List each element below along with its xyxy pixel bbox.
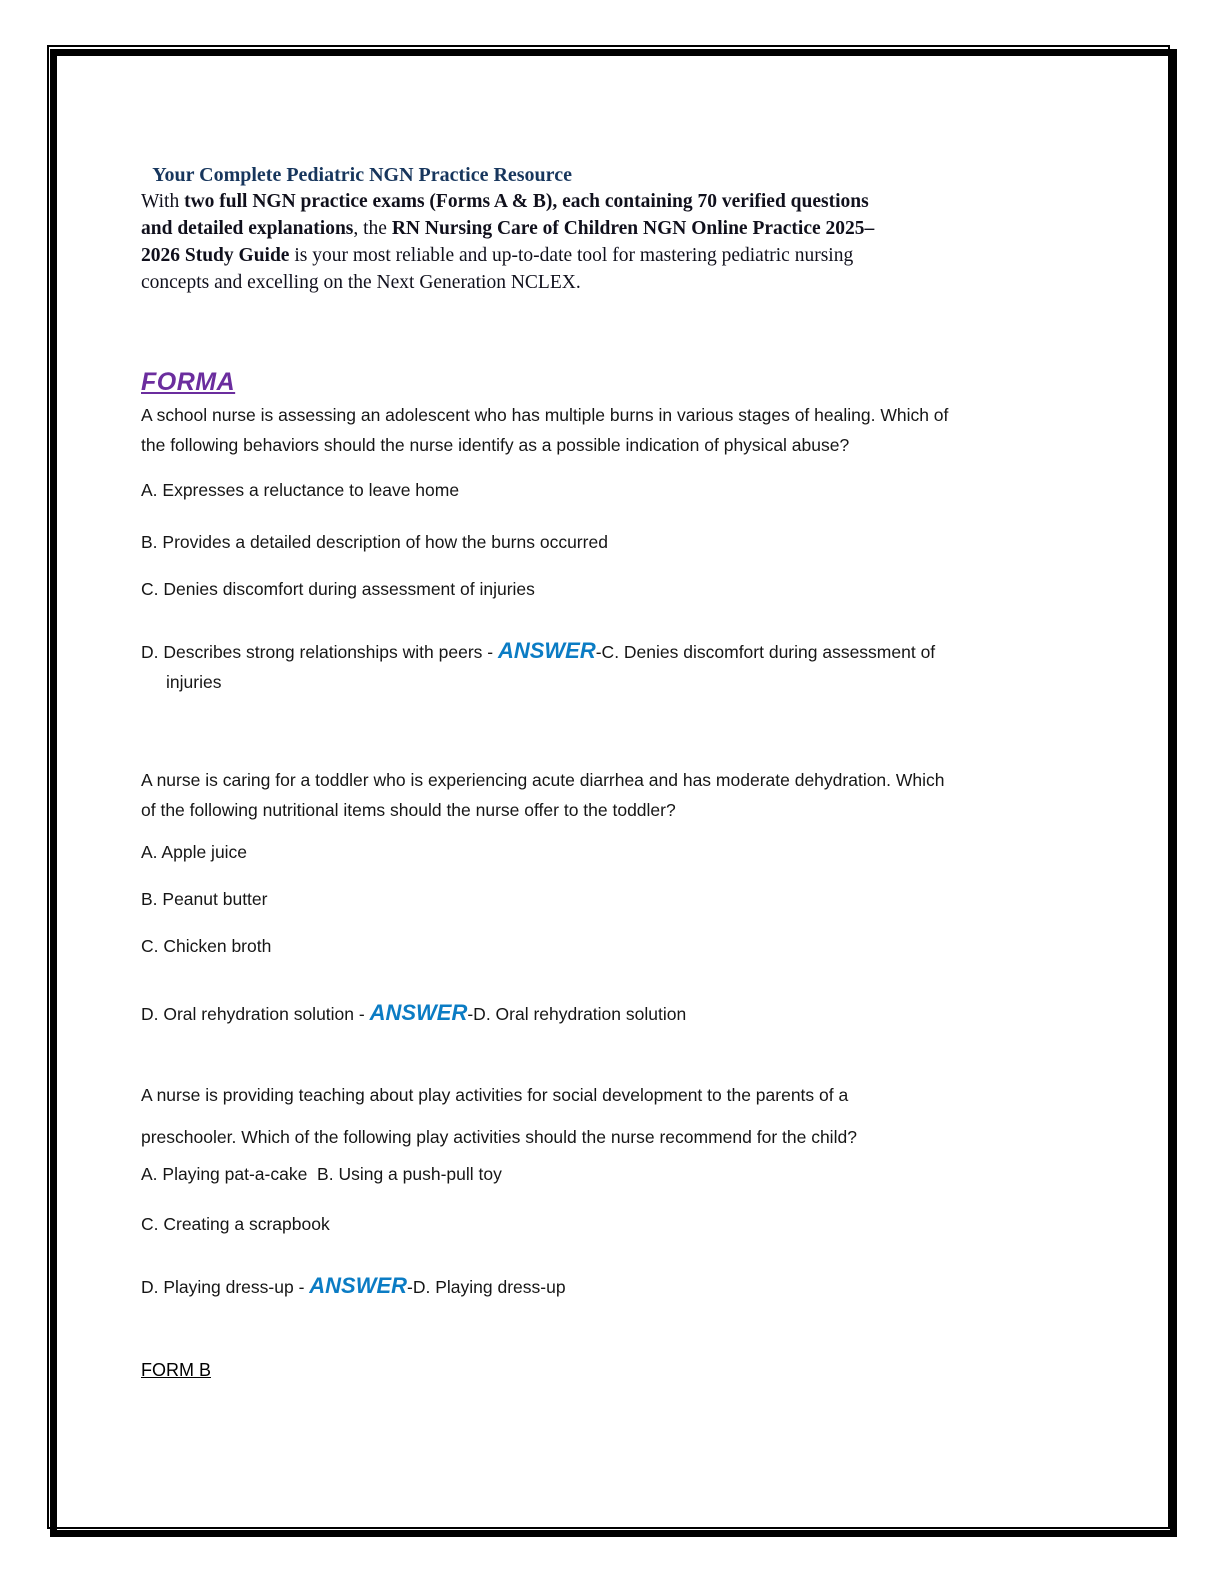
intro-run-bold: RN Nursing Care of Children NGN Online Practice 2025–	[391, 218, 875, 239]
question-2-stem-line: of the following nutritional items should the nurse offer to the toddler?	[141, 800, 676, 820]
option-d-text: D. Oral rehydration solution -	[141, 1004, 370, 1024]
question-3-stem-line: A nurse is providing teaching about play activities for social development to the parents of a	[141, 1085, 849, 1105]
intro-run: With	[141, 191, 185, 212]
question-1-option-c: C. Denies discomfort during assessment of injuries	[141, 579, 535, 599]
question-3-stem-line: preschooler. Which of the following play activities should the nurse recommend for the child?	[141, 1127, 857, 1147]
answer-key-text: -D. Playing dress-up	[407, 1277, 566, 1297]
intro-run-bold: 2026 Study Guide	[141, 245, 290, 266]
intro-line	[141, 215, 1091, 242]
question-3-options-a-b: A. Playing pat-a-cake B. Using a push-pull toy	[141, 1164, 502, 1184]
question-2-option-b: B. Peanut butter	[141, 889, 268, 909]
intro-run: , the	[353, 218, 392, 239]
form-a-heading: FORMA	[141, 368, 236, 396]
page-title: Your Complete Pediatric NGN Practice Resource	[148, 164, 572, 186]
page-content	[141, 0, 1091, 1383]
answer-highlight: ANSWER	[369, 1000, 468, 1025]
question-3-stem	[141, 1083, 1091, 1150]
intro-paragraph	[141, 188, 1091, 296]
question-2-option-a: A. Apple juice	[141, 842, 248, 862]
question-2-stem-line: A nurse is caring for a toddler who is experiencing acute diarrhea and has moderate dehydration. Which	[141, 770, 945, 790]
question-2-option-c: C. Chicken broth	[141, 936, 272, 956]
answer-highlight: ANSWER	[497, 638, 596, 663]
question-1-stem	[141, 400, 1091, 460]
intro-run-bold: two full NGN practice exams (Forms A & B), each containing 70 verified questions	[184, 191, 869, 212]
intro-line	[141, 269, 1091, 296]
intro-run-bold: and detailed explanations	[141, 218, 354, 239]
intro-run: is your most reliable and up-to-date tool for mastering pediatric nursing	[289, 245, 854, 266]
answer-key-text: -C. Denies discomfort during assessment of	[595, 642, 936, 662]
question-2-stem	[141, 765, 1091, 825]
question-1-option-d	[141, 633, 1091, 670]
intro-line	[141, 242, 1091, 269]
question-1-option-a: A. Expresses a reluctance to leave home	[141, 480, 460, 500]
intro-run: concepts and excelling on the Next Generation NCLEX.	[141, 272, 581, 293]
form-b-heading: FORM B	[141, 1360, 211, 1380]
option-d-text: D. Playing dress-up -	[141, 1277, 310, 1297]
answer-highlight: ANSWER	[309, 1273, 408, 1298]
question-1-option-b: B. Provides a detailed description of how the burns occurred	[141, 532, 608, 552]
option-d-text: D. Describes strong relationships with peers -	[141, 642, 498, 662]
answer-key-text: -D. Oral rehydration solution	[467, 1004, 687, 1024]
intro-line	[141, 188, 1091, 215]
question-3-option-d	[141, 1268, 1091, 1305]
question-1-stem-line: A school nurse is assessing an adolescent who has multiple burns in various stages of healing. Which of	[141, 405, 949, 425]
question-1-stem-line: the following behaviors should the nurse identify as a possible indication of physical abuse?	[141, 435, 850, 455]
question-3-option-c: C. Creating a scrapbook	[141, 1214, 330, 1234]
question-1-option-d-wrap: injuries	[166, 672, 222, 692]
question-2-option-d	[141, 995, 1091, 1032]
